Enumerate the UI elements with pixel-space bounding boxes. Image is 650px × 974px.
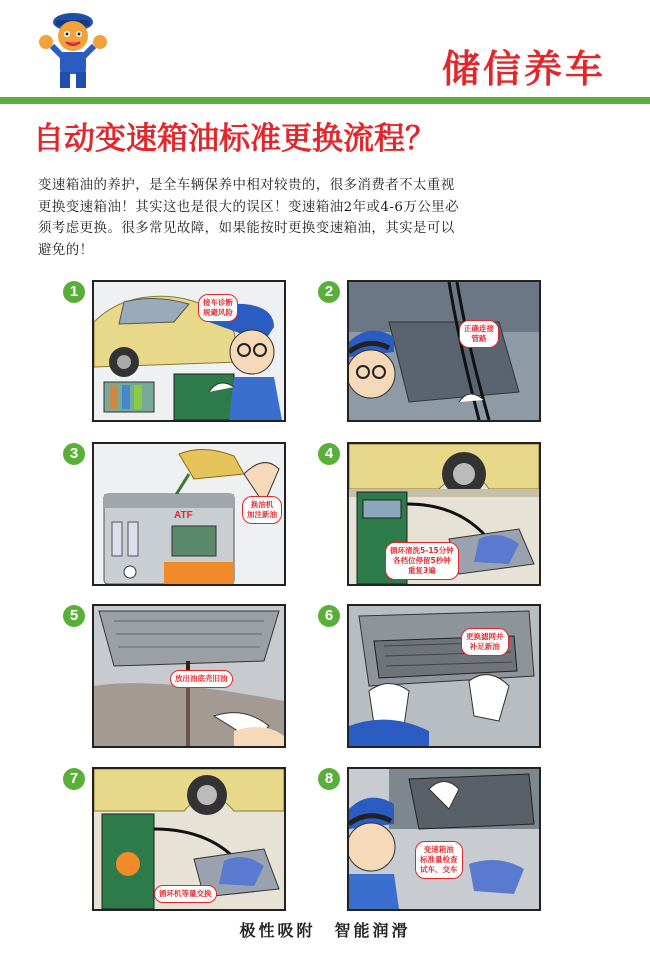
step-7-caption — [154, 885, 217, 903]
step-4-number: 4 — [318, 443, 340, 465]
step-4-illustration — [347, 442, 541, 586]
step-3-number: 3 — [63, 443, 85, 465]
caption-line: 更换滤网并 — [466, 632, 504, 641]
step-8-illustration — [347, 767, 541, 911]
caption-line: 补足新油 — [469, 642, 500, 651]
caption-line: 加注新油 — [247, 510, 277, 519]
step-2-caption — [459, 320, 499, 348]
step-5-caption — [170, 670, 233, 688]
caption-line: 重复3遍 — [408, 566, 436, 575]
step-2-number: 2 — [318, 281, 340, 303]
intro-line: 变速箱油的养护，是全车辆保养中相对较贵的，很多消费者不太重视 — [38, 178, 455, 193]
step-6-caption — [461, 628, 509, 656]
caption-line: 试车、交车 — [420, 865, 458, 874]
header-divider — [0, 97, 650, 104]
intro-line: 更换变速箱油！其实这也是很大的误区！变速箱油2年或4-6万公里必 — [38, 199, 460, 215]
intro-line: 避免的！ — [38, 242, 94, 258]
caption-line: 变速箱油 — [423, 845, 454, 854]
caption-line: 标准量检查 — [420, 855, 458, 864]
caption-line: 换油机 — [250, 500, 274, 509]
step-5-illustration — [92, 604, 286, 748]
step-4-caption — [385, 542, 459, 580]
step-8-number: 8 — [318, 768, 340, 790]
intro-paragraph — [38, 175, 618, 261]
step-3-illustration — [92, 442, 286, 586]
page-title: 自动变速箱油标准更换流程？ — [33, 121, 436, 157]
mascot-logo — [38, 8, 108, 92]
caption-line: 正确连接 — [464, 324, 494, 333]
step-3-caption — [242, 496, 282, 524]
caption-line: 循环机等量交换 — [159, 889, 212, 898]
caption-line: 循环清洗5-15分钟 — [390, 546, 454, 555]
caption-line: 管路 — [471, 334, 487, 343]
caption-line: 规避风险 — [203, 308, 233, 317]
step-5-number: 5 — [63, 605, 85, 627]
step-1-caption — [198, 294, 238, 322]
caption-line: 各档位停留5秒钟 — [393, 556, 451, 565]
step-7-number: 7 — [63, 768, 85, 790]
step-2-illustration — [347, 280, 541, 422]
machine-brand-label: ATF — [174, 510, 193, 521]
step-1-illustration — [92, 280, 286, 422]
step-6-illustration — [347, 604, 541, 748]
intro-line: 须考虑更换。很多常见故障，如果能按时更换变速箱油，其实是可以 — [38, 221, 455, 236]
step-6-number: 6 — [318, 605, 340, 627]
footer-slogan: 极性吸附 智能润滑 — [239, 921, 411, 940]
caption-line: 放出油底壳旧油 — [175, 674, 228, 683]
brand-name: 储信养车 — [441, 47, 606, 91]
step-8-caption — [415, 841, 463, 879]
caption-line: 接车诊断 — [203, 298, 233, 307]
step-7-illustration — [92, 767, 286, 911]
step-1-number: 1 — [63, 281, 85, 303]
